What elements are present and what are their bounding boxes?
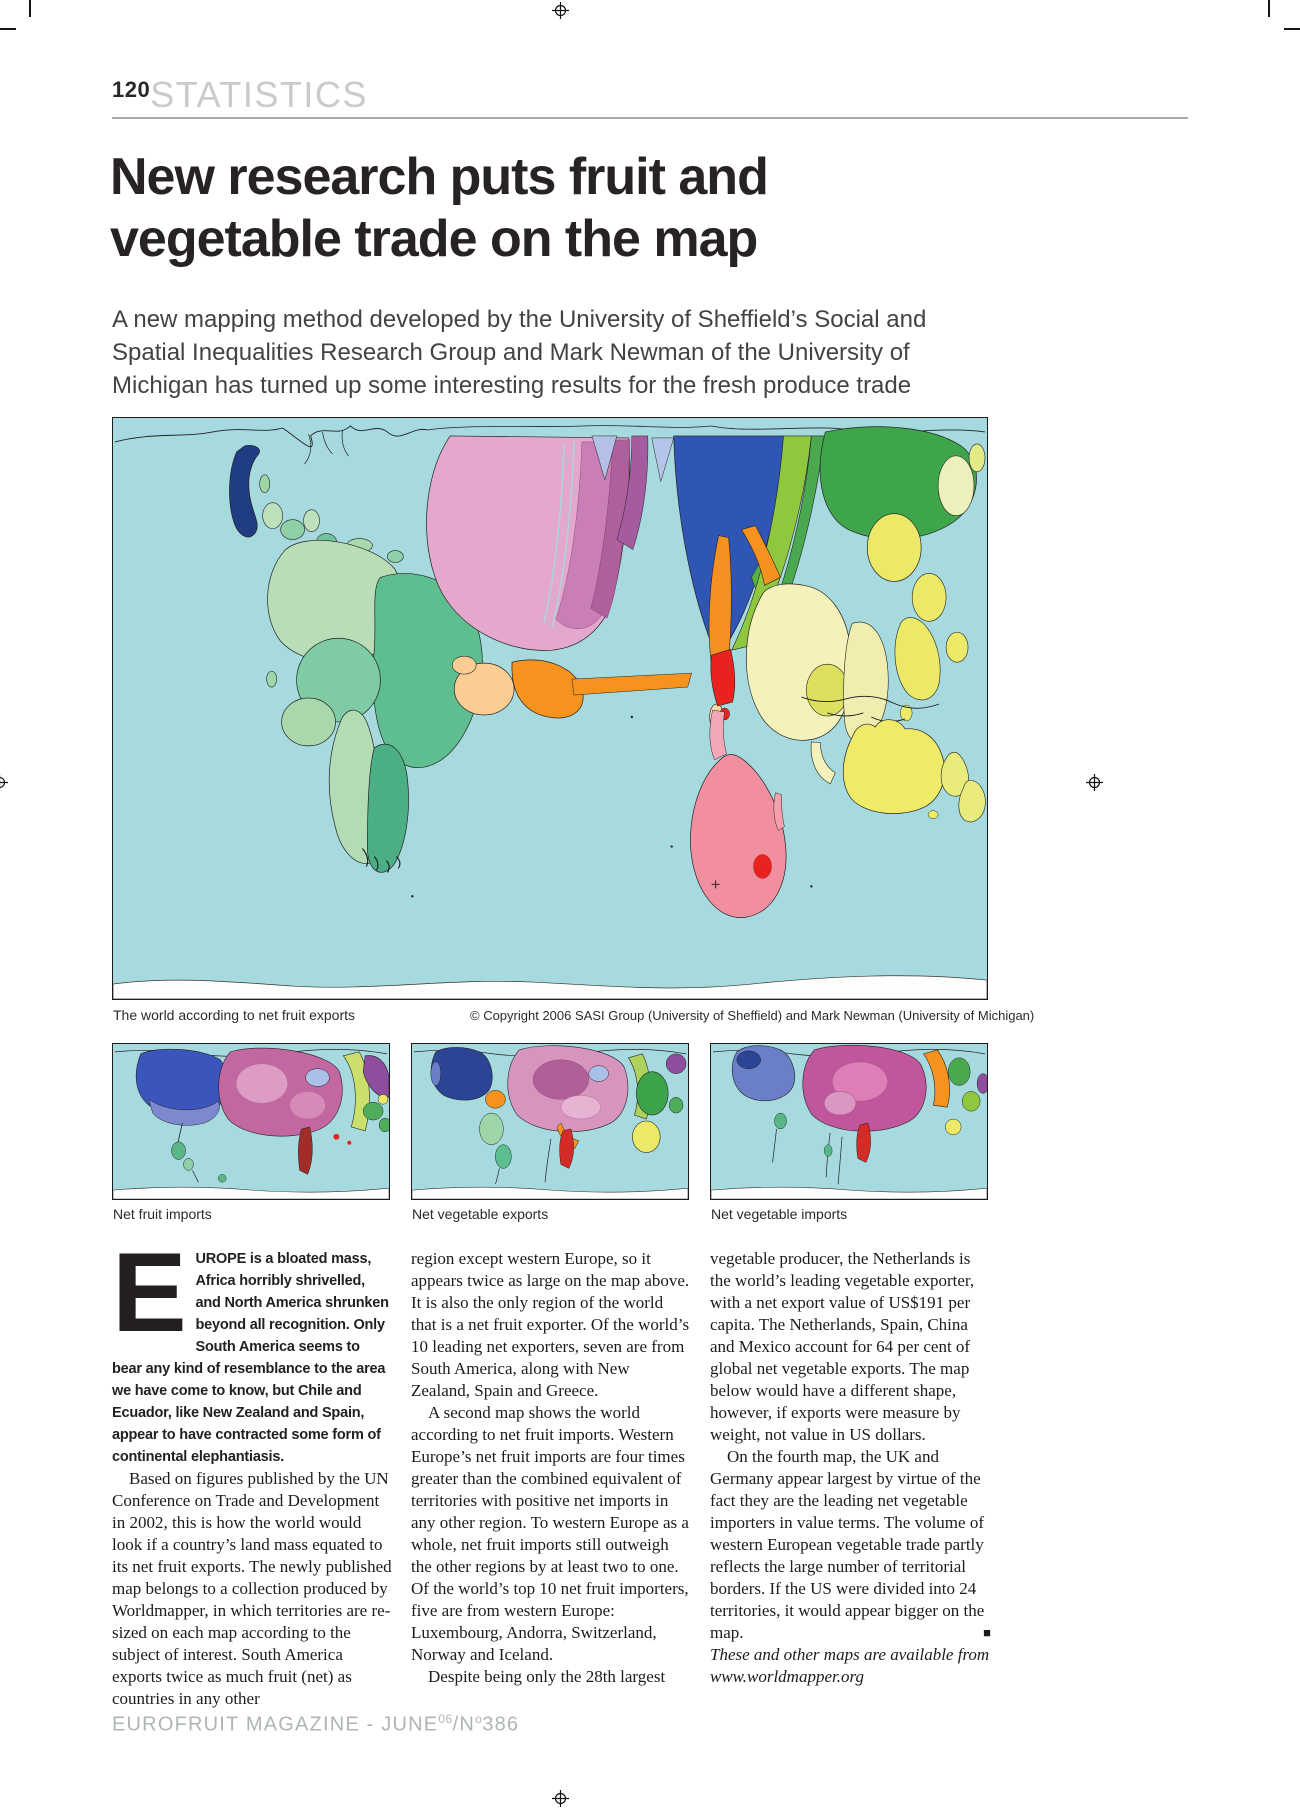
lead-paragraph [112,1230,393,1468]
main-map-credit: © Copyright 2006 SASI Group (University of Sheffield) and Mark Newman (University of Michigan) [470,1008,1035,1023]
small-map-caption-3: Net vegetable imports [711,1206,848,1222]
headline-line-1: New research puts fruit and [110,148,768,206]
end-of-article-mark: ■ [983,1625,991,1640]
body-paragraph: Based on figures published by the UN Conference on Trade and Development in 2002, this is how the world would look if a country’s land mass equated to its net fruit exports. The newly published map belongs to a collection produced by Worldmapper, in which territories are re-sized on each map according to the subject of interest. South America exports twice as much fruit (net) as countries in any other [112,1469,392,1708]
page-number: 120 [112,77,151,102]
net-vegetable-imports-map [710,1043,988,1200]
crop-mark-top-right-horizontal [1284,28,1300,30]
standfirst-line-3: Michigan has turned up some interesting results for the fresh produce trade [112,372,912,399]
crop-mark-top-right-vertical [1268,0,1270,17]
registration-mark-right-middle [1086,774,1103,791]
header-rule [112,117,1188,119]
body-column-1 [112,1230,393,1710]
footer-text: /N [452,1713,476,1736]
magazine-footer [112,1712,519,1737]
standfirst [112,303,926,402]
crop-mark-top-left-horizontal [0,28,16,30]
registration-mark-top-center [552,2,569,19]
net-fruit-imports-map [112,1043,390,1200]
footer-text: EUROFRUIT MAGAZINE - JUNE [112,1713,439,1736]
registration-mark-bottom-center [552,1790,569,1807]
availability-note: These and other maps are available from www.worldmapper.org [710,1645,990,1686]
headline-line-2: vegetable trade on the map [110,210,758,268]
body-paragraph: vegetable producer, the Netherlands is the world’s leading vegetable exporter, with a net export value of US$191 per capita. The Netherlands, Spain, China and Mexico account for 64 per cent of global net vegetable exports. The map below would have a different shape, however, if exports were measure by weight, not value in US dollars. [710,1249,975,1444]
body-column-3 [710,1248,991,1688]
lead-text: UROPE is a bloated mass, Africa horribly shrivelled, and North America shrunken beyond all recognition. Only South America seems to bear any kind of resemblance to the area we have come to know, but Chile and Ecuador, like New Zealand and Spain, appear to have contracted some form of continental elephantiasis. [112,1251,389,1465]
small-map-caption-2: Net vegetable exports [412,1206,549,1222]
footer-superscript-number-sign: o [475,1712,483,1726]
footer-issue-number: 386 [482,1713,520,1736]
body-column-2 [411,1248,692,1688]
body-paragraph: region except western Europe, so it appears twice as large on the map above. It is also the only region of the world that is a net fruit exporter. Of the world’s 10 leading net exporters, seven are from South America, along with New Zealand, Spain and Greece. [411,1249,690,1400]
body-paragraph: A second map shows the world according to net fruit imports. Western Europe’s net fruit imports are four times greater than the combined equivalent of territories with positive net imports in any other region. To western Europe as a whole, net fruit imports still outweigh the other regions by at least two to one. Of the world’s top 10 net fruit importers, five are from western Europe: Luxembourg, Andorra, Switzerland, Norway and Iceland. [411,1403,689,1664]
body-text: On the fourth map, the UK and Germany appear largest by virtue of the fact they are the leading net vegetable importers in value terms. The volume of western European vegetable trade partly reflects the large number of territorial borders. If the US were divided into 24 territories, it would appear bigger on the map. [710,1447,985,1642]
main-map-caption: The world according to net fruit exports [113,1007,356,1023]
body-paragraph: Despite being only the 28th largest [428,1667,666,1686]
crop-mark-top-left-vertical [29,0,31,17]
section-title: STATISTICS [150,74,368,115]
drop-cap: E [112,1230,187,1355]
net-vegetable-exports-map [411,1043,689,1200]
headline [110,146,768,270]
standfirst-line-2: Spatial Inequalities Research Group and Mark Newman of the University of [112,339,910,366]
world-cartogram [113,418,987,999]
registration-mark-left-middle [0,774,8,791]
footer-superscript-issue-month: 06 [438,1712,453,1726]
standfirst-line-1: A new mapping method developed by the University of Sheffield’s Social and [112,306,927,333]
small-map-caption-1: Net fruit imports [113,1206,212,1222]
net-fruit-exports-map [112,417,988,1000]
body-paragraph [710,1446,991,1644]
page-header [112,74,368,116]
